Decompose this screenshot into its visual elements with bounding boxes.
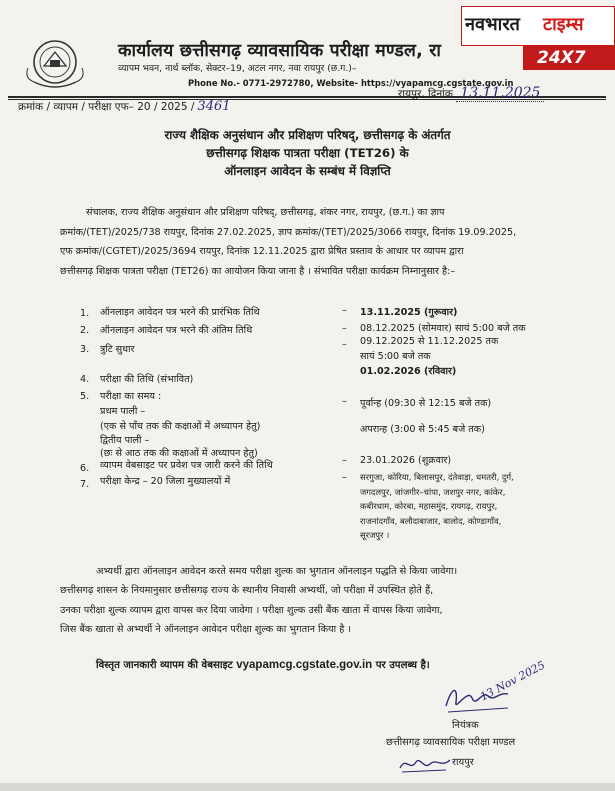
- schedule-label: व्यापम वेबसाइट पर प्रवेश पत्र जारी करने की तिथि: [100, 460, 273, 471]
- schedule-label: परीक्षा की तिथि (संभावित): [100, 374, 194, 385]
- brand-name-times: टाइम्स: [543, 14, 584, 35]
- date-value: 13.11.2025: [456, 85, 544, 102]
- schedule-value: 23.01.2026 (शुक्रवार): [360, 455, 452, 466]
- schedule-value: 08.12.2025 (सोमवार) सायं 5:00 बजे तक: [360, 323, 526, 334]
- schedule-value: पूर्वान्ह (09:30 से 12:15 बजे तक): [360, 398, 492, 409]
- exam-centres-list: [360, 470, 572, 543]
- schedule-label: परीक्षा केन्द्र – 20 जिला मुख्यालयों में: [100, 476, 231, 487]
- intro-paragraph: [60, 203, 580, 281]
- website-link[interactable]: vyapamcg.cgstate.gov.in: [236, 659, 373, 671]
- signature-designation: नियंत्रक: [452, 720, 479, 731]
- schedule-value: अपरान्ह (3:00 से 5:45 बजे तक): [360, 424, 485, 435]
- signature-handwritten-date: 13 Nov 2025: [478, 658, 548, 704]
- closing-paragraph: [60, 562, 580, 639]
- schedule-dash: –: [342, 455, 347, 466]
- page-bottom-edge: [0, 783, 615, 791]
- website-info-suffix: पर उपलब्ध है।: [375, 660, 430, 671]
- schedule-value: 01.02.2026 (रविवार): [360, 366, 457, 377]
- website-info-line: [96, 657, 430, 671]
- schedule-no: 4.: [80, 374, 90, 385]
- subject-line-2: छत्तीसगढ़ शिक्षक पात्रता परीक्षा (TET26) के: [206, 146, 409, 160]
- exam-centres-line: जगदलपुर, जांजगीर–चांपा, जशपुर नगर, कांकेर,: [360, 486, 506, 497]
- signature-office: छत्तीसगढ़ व्यावसायिक परीक्षा मण्डल: [386, 737, 516, 748]
- schedule-no: 2.: [80, 325, 90, 336]
- office-title: कार्यालय छत्तीसगढ़ व्यावसायिक परीक्षा मण्डल, रा: [118, 41, 442, 61]
- intro-line: संचालक, राज्य शैक्षिक अनुसंधान और प्रशिक्षण परिषद्, छत्तीसगढ़, शंकर नगर, रायपुर, (छ.ग.) का ज्ञाप: [86, 207, 445, 218]
- schedule-value: 13.11.2025 (गुरूवार): [360, 307, 458, 318]
- schedule-label: ऑनलाइन आवेदन पत्र भरने की प्रारंभिक तिथि: [100, 307, 260, 318]
- date-line: [398, 85, 544, 101]
- reference-number: 3461: [197, 99, 231, 114]
- schedule-shift-2: द्वितीय पाली –: [100, 435, 150, 446]
- schedule-dash: –: [342, 396, 347, 407]
- closing-line: उनका परीक्षा शुल्क व्यापम द्वारा वापस कर दिया जावेगा । परीक्षा शुल्क उसी बैंक खाता में वापस किया जावेगा,: [60, 604, 443, 616]
- schedule-no: 6.: [80, 463, 90, 474]
- schedule-shift-1-note: (एक से पाँच तक की कक्षाओं में अध्यापन हेतु): [100, 421, 261, 432]
- office-address: व्यापम भवन, नार्थ ब्लॉक, सेक्टर–19, अटल नगर, नवा रायपुर (छ.ग.)–: [118, 63, 357, 74]
- office-phone-website: Phone No.- 0771-2972780, Website- https://vyapamcg.cgstate.gov.in: [188, 78, 514, 88]
- brand-name-hindi: नवभारत: [465, 14, 520, 35]
- exam-centres-line: राजनांदगाँव, बलौदाबाजार, बालोद, कोण्डागाँव,: [360, 515, 502, 526]
- schedule-label: परीक्षा का समय :: [100, 391, 162, 402]
- schedule-label: त्रुटि सुधार: [100, 344, 135, 355]
- reference-line: [18, 99, 231, 114]
- intro-line: क्रमांक/(TET)/2025/738 रायपुर, दिनांक 27.02.2025, ज्ञाप क्रमांक/(TET)/2025/3066 रायपुर, दिनांक 19.09.2025,: [60, 226, 517, 238]
- schedule-no: 5.: [80, 391, 90, 402]
- schedule-dash: –: [342, 339, 347, 350]
- exam-centres-line: सरगुजा, कोरिया, बिलासपुर, दंतेवाड़ा, धमतरी, दुर्ग,: [360, 472, 514, 482]
- brand-channel: 24X7: [537, 48, 586, 68]
- initials-scribble-icon: [396, 752, 454, 776]
- subject-line-1: राज्य शैक्षिक अनुसंधान और प्रशिक्षण परिषद्, छत्तीसगढ़ के अंतर्गत: [164, 128, 451, 142]
- subject-line-3: ऑनलाइन आवेदन के सम्बंध में विज्ञप्ति: [224, 164, 391, 178]
- schedule-no: 3.: [80, 344, 90, 355]
- intro-line: छत्तीसगढ़ शिक्षक पात्रता परीक्षा (TET26) का आयोजन किया जाना है । संभावित परीक्षा कार्यक्रम निम्नानुसार है:–: [60, 265, 456, 277]
- closing-line: अभ्यर्थी द्वारा ऑनलाइन आवेदन करते समय परीक्षा शुल्क का भुगतान ऑनलाइन पद्धति से किया जावेगा।: [96, 566, 458, 577]
- exam-centres-line: सूरजपुर ।: [360, 530, 390, 541]
- schedule-dash: –: [342, 305, 347, 316]
- schedule-value-2: सायं 5:00 बजे तक: [360, 351, 431, 362]
- schedule-no: 1.: [80, 308, 90, 319]
- reference-label: क्रमांक / व्यापम / परीक्षा एफ– 20 / 2025 /: [18, 101, 195, 113]
- intro-line: एफ क्रमांक/(CGTET)/2025/3694 रायपुर, दिनांक 12.11.2025 द्वारा प्रेषित प्रस्ताव के आधार पर व्यापम द्वारा: [60, 246, 464, 257]
- signature-city: रायपुर: [452, 757, 474, 768]
- vyapam-logo-icon: [22, 38, 88, 90]
- schedule-shift-1: प्रथम पाली –: [100, 406, 146, 417]
- schedule-value: 09.12.2025 से 11.12.2025 तक: [360, 336, 499, 347]
- schedule-label: ऑनलाइन आवेदन पत्र भरने की अंतिम तिथि: [100, 325, 253, 336]
- date-label: रायपुर, दिनांक: [398, 88, 453, 100]
- closing-line: छत्तीसगढ़ शासन के नियमानुसार छत्तीसगढ़ राज्य के स्थानीय निवासी अभ्यर्थी, जो परीक्षा में उपस्थित होते हैं,: [60, 585, 434, 597]
- schedule-dash: –: [342, 472, 347, 483]
- closing-line: जिस बैंक खाता से अभ्यर्थी ने ऑनलाइन आवेदन परीक्षा शुल्क का भुगतान किया है ।: [60, 623, 352, 635]
- schedule-no: 7.: [80, 479, 90, 490]
- schedule-shift-2-note: (छः से आठ तक की कक्षाओं में अध्यापन हेतु): [100, 448, 258, 459]
- channel-brand-badge: [461, 6, 615, 72]
- website-info-prefix: विस्तृत जानकारी व्यापम की वेबसाइट: [96, 660, 233, 671]
- exam-centres-line: कबीरधाम, कोरबा, महासमुंद, रायगढ़, रायपुर,: [360, 501, 498, 512]
- schedule-dash: –: [342, 323, 347, 334]
